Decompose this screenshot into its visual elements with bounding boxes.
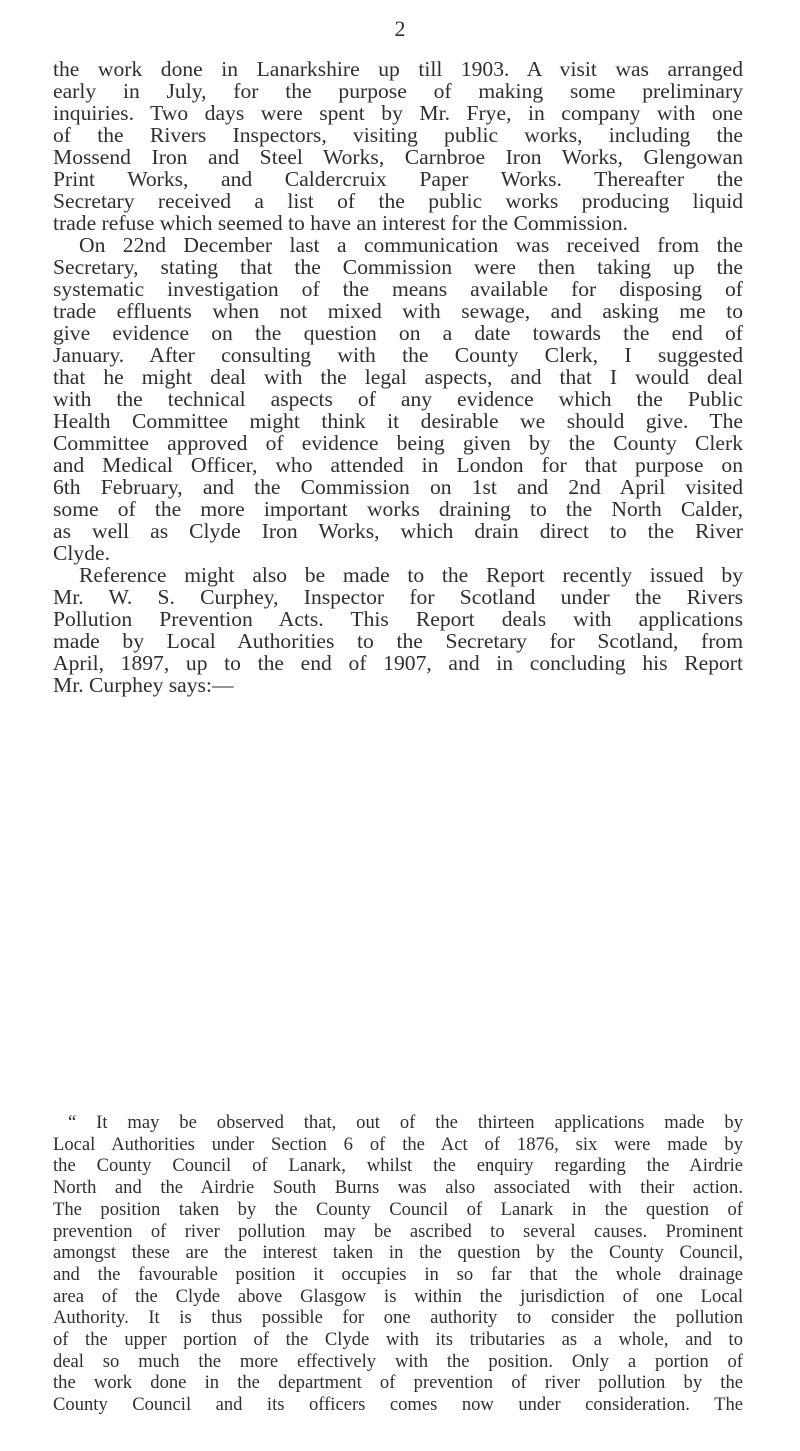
text-line: some of the more important works draining to the North Calder, bbox=[53, 497, 743, 521]
text-line: Reference might also be made to the Report recently issued by bbox=[79, 563, 743, 587]
quote-line: Local Authorities under Section 6 of the Act of 1876, six were made by bbox=[53, 1133, 743, 1155]
quote-line: The position taken by the County Council of Lanark in the question of bbox=[53, 1198, 743, 1220]
text-line: Print Works, and Caldercruix Paper Works. Thereafter the bbox=[53, 167, 743, 191]
quote-line: of the upper portion of the Clyde with its tributaries as a whole, and to bbox=[53, 1329, 743, 1351]
quote-line: County Council and its officers comes now under consideration. The bbox=[53, 1394, 743, 1416]
text-line: with the technical aspects of any evidence which the Public bbox=[53, 387, 743, 411]
quote-line: Authority. It is thus possible for one authority to consider the pollution bbox=[53, 1307, 743, 1329]
text-line: 6th February, and the Commission on 1st and 2nd April visited bbox=[53, 475, 743, 499]
text-line: Secretary received a list of the public works producing liquid bbox=[53, 189, 743, 213]
text-line: and Medical Officer, who attended in London for that purpose on bbox=[53, 453, 743, 477]
text-line: made by Local Authorities to the Secretary for Scotland, from bbox=[53, 629, 743, 653]
text-line: Health Committee might think it desirable we should give. The bbox=[53, 409, 743, 433]
text-line: On 22nd December last a communication was received from the bbox=[79, 233, 743, 257]
quote-line: the work done in the department of prevention of river pollution by the bbox=[53, 1372, 743, 1394]
text-line: give evidence on the question on a date towards the end of bbox=[53, 321, 743, 345]
text-line: early in July, for the purpose of making some preliminary bbox=[53, 79, 743, 103]
text-line: inquiries. Two days were spent by Mr. Frye, in company with one bbox=[53, 101, 743, 125]
quoted-passage bbox=[53, 1112, 743, 1416]
text-line: as well as Clyde Iron Works, which drain direct to the River bbox=[53, 519, 743, 543]
text-line: Mossend Iron and Steel Works, Carnbroe Iron Works, Glengowan bbox=[53, 145, 743, 169]
text-line: the work done in Lanarkshire up till 1903. A visit was arranged bbox=[53, 57, 743, 81]
text-line: trade refuse which seemed to have an interest for the Commission. bbox=[53, 211, 629, 235]
text-line: Mr. W. S. Curphey, Inspector for Scotland under the Rivers bbox=[53, 585, 743, 609]
quote-line: and the favourable position it occupies in so far that the whole drainage bbox=[53, 1263, 743, 1285]
text-line: that he might deal with the legal aspects, and that I would deal bbox=[53, 365, 743, 389]
text-line: Pollution Prevention Acts. This Report deals with applications bbox=[53, 607, 743, 631]
text-line: of the Rivers Inspectors, visiting public works, including the bbox=[53, 123, 743, 147]
text-line: trade effluents when not mixed with sewage, and asking me to bbox=[53, 299, 743, 323]
quote-line: the County Council of Lanark, whilst the enquiry regarding the Airdrie bbox=[53, 1155, 743, 1177]
quote-line: deal so much the more effectively with the position. Only a portion of bbox=[53, 1350, 743, 1372]
quote-line: North and the Airdrie South Burns was also associated with their action. bbox=[53, 1177, 743, 1199]
quote-line: area of the Clyde above Glasgow is within the jurisdiction of one Local bbox=[53, 1285, 743, 1307]
body-text bbox=[53, 58, 743, 696]
quote-line: prevention of river pollution may be ascribed to several causes. Prominent bbox=[53, 1220, 743, 1242]
text-line: Committee approved of evidence being given by the County Clerk bbox=[53, 431, 743, 455]
page-number: 2 bbox=[394, 16, 406, 41]
quote-line: amongst these are the interest taken in the question by the County Council, bbox=[53, 1242, 743, 1264]
quote-line: “ It may be observed that, out of the thirteen applications made by bbox=[68, 1112, 743, 1133]
text-line: April, 1897, up to the end of 1907, and in concluding his Report bbox=[53, 651, 743, 675]
text-line: January. After consulting with the County Clerk, I suggested bbox=[53, 343, 743, 367]
text-line: Clyde. bbox=[53, 541, 110, 565]
text-line: systematic investigation of the means available for disposing of bbox=[53, 277, 743, 301]
text-line: Secretary, stating that the Commission were then taking up the bbox=[53, 255, 743, 279]
text-line: Mr. Curphey says:— bbox=[53, 673, 234, 697]
